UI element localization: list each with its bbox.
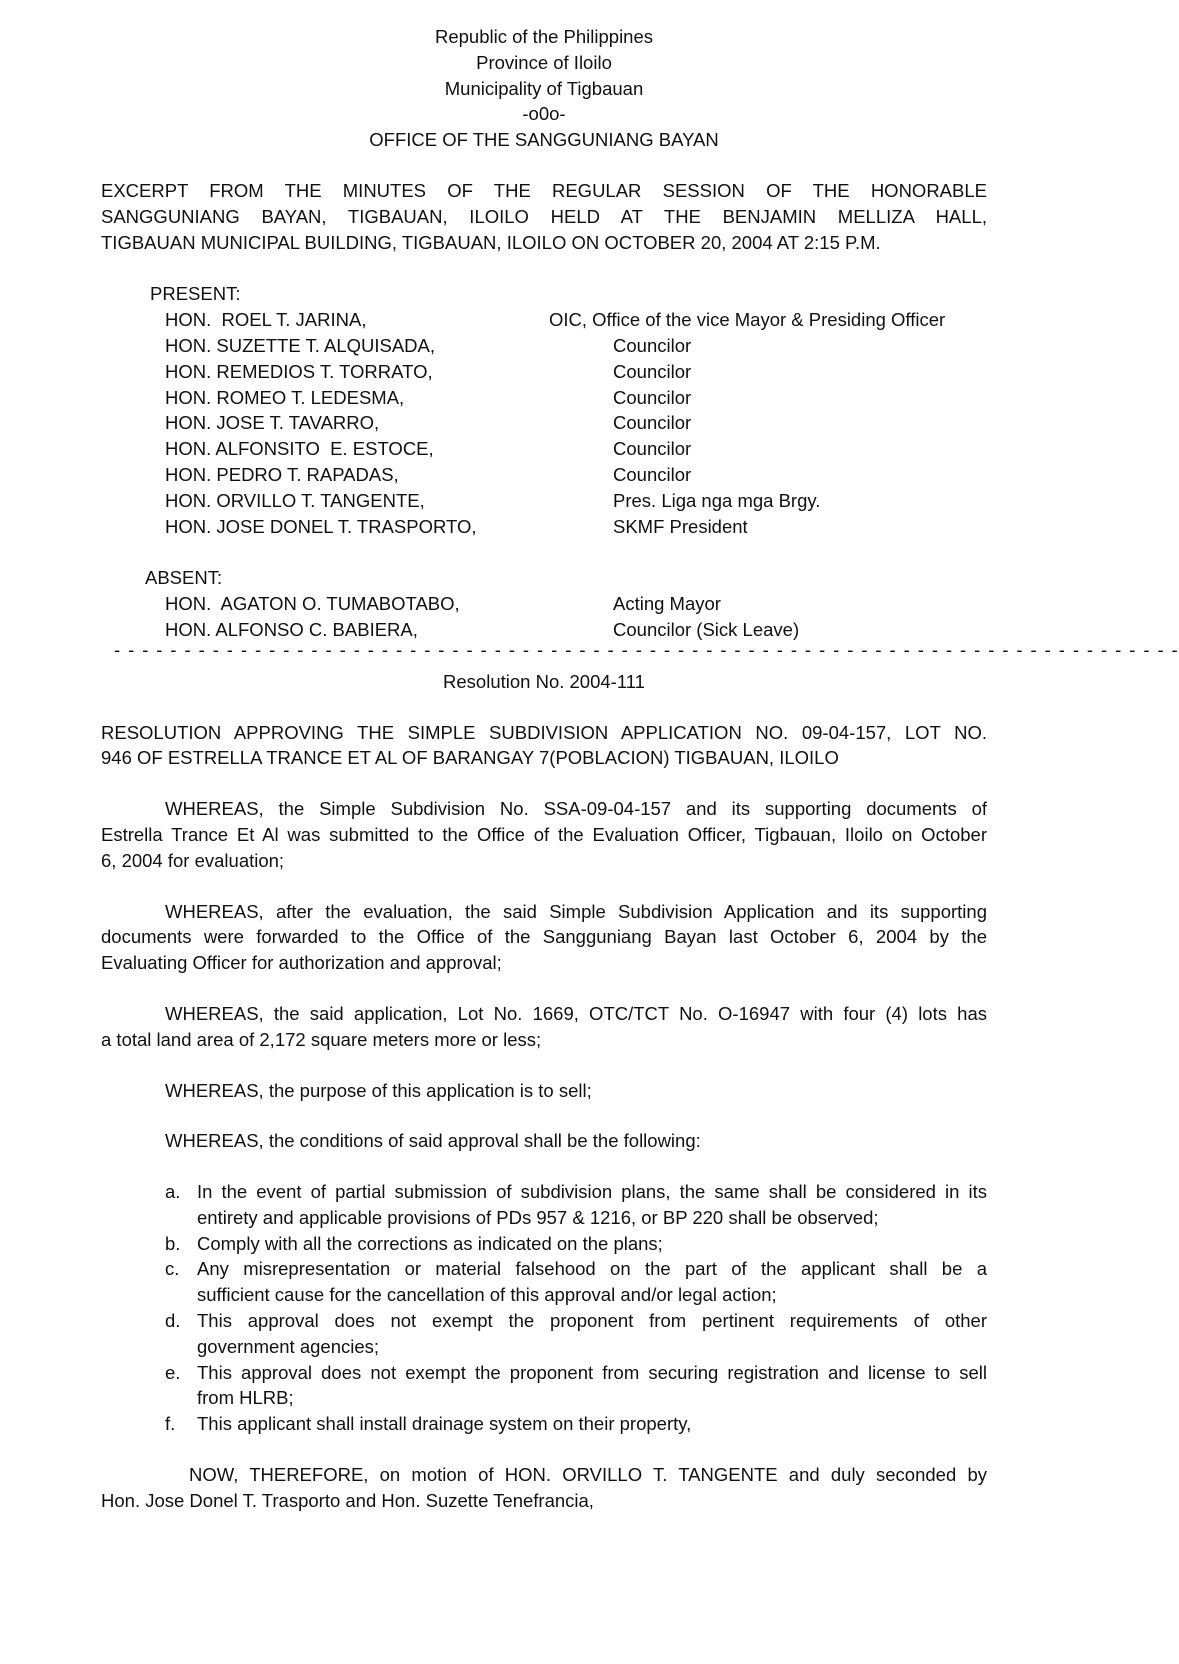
whereas-paragraph: WHEREAS, the conditions of said approval shall be the following:	[165, 1130, 701, 1152]
attendee-row	[101, 385, 987, 411]
whereas-paragraph	[101, 899, 987, 976]
attendee-row	[101, 333, 987, 359]
attendee-name: HON. ROMEO T. LEDESMA,	[165, 386, 405, 408]
paragraph-line: Estrella Trance Et Al was submitted to the Office of the Evaluation Officer, Tigbauan, Iloilo on October	[101, 823, 987, 845]
excerpt-heading	[101, 178, 987, 255]
attendee-name: HON. ALFONSITO E. ESTOCE,	[165, 438, 434, 460]
condition-line: This approval does not exempt the proponent from securing registration and license to sell	[197, 1361, 987, 1383]
condition-item	[165, 1308, 987, 1360]
resolution-title-line: RESOLUTION APPROVING THE SIMPLE SUBDIVISION APPLICATION NO. 09-04-157, LOT NO.	[101, 721, 987, 743]
condition-letter: b.	[165, 1232, 181, 1254]
attendee-role: Pres. Liga nga mga Brgy.	[613, 489, 821, 511]
attendee-row	[101, 488, 987, 514]
condition-line: Comply with all the corrections as indicated on the plans;	[197, 1232, 663, 1254]
condition-letter: d.	[165, 1310, 181, 1332]
condition-text	[197, 1360, 987, 1412]
condition-line: Any misrepresentation or material falsehood on the part of the applicant shall be a	[197, 1258, 987, 1280]
paragraph-line: Hon. Jose Donel T. Trasporto and Hon. Suzette Tenefrancia,	[101, 1489, 594, 1511]
resolution-title	[101, 720, 987, 772]
now-therefore-paragraph	[101, 1462, 987, 1514]
header-separator: -o0o-	[522, 103, 566, 125]
paragraph-line: Evaluating Officer for authorization and approval;	[101, 952, 502, 974]
header-republic: Republic of the Philippines	[434, 26, 654, 47]
paragraph-line: documents were forwarded to the Office of the Sangguniang Bayan last October 6, 2004 by the	[101, 926, 987, 948]
condition-line: sufficient cause for the cancellation of this approval and/or legal action;	[197, 1284, 777, 1306]
attendee-name: HON. JOSE T. TAVARRO,	[165, 412, 380, 434]
section-divider: - - - - - - - - - - - - - - - - - - - - - - - - - - - - - - - - - - - - - - - - - - - - - - - - - - - - - - - - - - - - - - - - - - - - - - - - - - - -	[114, 638, 1179, 660]
condition-line: This applicant shall install drainage system on their property,	[197, 1413, 692, 1435]
attendee-name: HON. JOSE DONEL T. TRASPORTO,	[165, 515, 477, 537]
attendee-row	[101, 359, 987, 385]
attendee-role: Councilor	[613, 360, 692, 382]
condition-text	[197, 1179, 987, 1231]
attendee-role: Acting Mayor	[613, 593, 721, 615]
condition-item	[165, 1179, 987, 1231]
header-municipality: Municipality of Tigbauan	[444, 77, 644, 99]
attendee-row	[101, 307, 987, 333]
header-office: OFFICE OF THE SANGGUNIANG BAYAN	[369, 129, 719, 151]
attendee-role: Councilor	[613, 438, 692, 460]
condition-text	[197, 1231, 987, 1257]
attendee-name: HON. ALFONSO C. BABIERA,	[165, 618, 418, 640]
condition-text	[197, 1256, 987, 1308]
paragraph-line: WHEREAS, after the evaluation, the said Simple Subdivision Application and its supporting	[165, 900, 987, 922]
attendee-row	[101, 436, 987, 462]
condition-letter: a.	[165, 1181, 181, 1203]
attendee-name: HON. PEDRO T. RAPADAS,	[165, 463, 399, 485]
attendee-name: HON. ORVILLO T. TANGENTE,	[165, 489, 425, 511]
attendee-role: Councilor	[613, 463, 692, 485]
resolution-title-line: 946 OF ESTRELLA TRANCE ET AL OF BARANGAY 7(POBLACION) TIGBAUAN, ILOILO	[101, 747, 839, 769]
condition-line: from HLRB;	[197, 1387, 294, 1409]
resolution-number: Resolution No. 2004-111	[443, 670, 645, 692]
document-header	[101, 24, 987, 153]
attendee-row	[101, 462, 987, 488]
attendee-role: Councilor	[613, 412, 692, 434]
attendee-name: HON. ROEL T. JARINA,	[165, 309, 367, 331]
paragraph-line: WHEREAS, the said application, Lot No. 1669, OTC/TCT No. O-16947 with four (4) lots has	[165, 1002, 987, 1024]
condition-item	[165, 1231, 987, 1257]
attendee-row	[101, 410, 987, 436]
attendee-name: HON. SUZETTE T. ALQUISADA,	[165, 334, 436, 356]
excerpt-line: EXCERPT FROM THE MINUTES OF THE REGULAR SESSION OF THE HONORABLE	[101, 179, 987, 201]
present-label: PRESENT:	[150, 283, 241, 305]
condition-item	[165, 1411, 987, 1437]
excerpt-line: SANGGUNIANG BAYAN, TIGBAUAN, ILOILO HELD AT THE BENJAMIN MELLIZA HALL,	[101, 205, 987, 227]
attendee-role: Councilor	[613, 386, 692, 408]
whereas-paragraph	[101, 796, 987, 873]
paragraph-line: NOW, THEREFORE, on motion of HON. ORVILLO T. TANGENTE and duly seconded by	[189, 1464, 987, 1486]
condition-letter: f.	[165, 1413, 176, 1435]
absent-label: ABSENT:	[145, 567, 223, 589]
condition-line: This approval does not exempt the proponent from pertinent requirements of other	[197, 1310, 987, 1332]
conditions-list	[101, 1179, 987, 1437]
attendee-row	[101, 514, 987, 540]
paragraph-line: WHEREAS, the Simple Subdivision No. SSA-09-04-157 and its supporting documents of	[165, 798, 987, 820]
condition-line: In the event of partial submission of subdivision plans, the same shall be considered in its	[197, 1181, 987, 1203]
attendee-role: Councilor (Sick Leave)	[613, 618, 800, 640]
paragraph-line: a total land area of 2,172 square meters more or less;	[101, 1028, 542, 1050]
attendee-role: OIC, Office of the vice Mayor & Presiding Officer	[549, 309, 946, 331]
attendee-name: HON. AGATON O. TUMABOTABO,	[165, 593, 460, 615]
whereas-paragraph	[101, 1001, 987, 1053]
condition-letter: c.	[165, 1258, 180, 1280]
condition-line: government agencies;	[197, 1335, 380, 1357]
condition-line: entirety and applicable provisions of PDs 957 & 1216, or BP 220 shall be observed;	[197, 1206, 879, 1228]
whereas-paragraph: WHEREAS, the purpose of this application is to sell;	[165, 1079, 592, 1101]
header-province: Province of Iloilo	[476, 51, 612, 73]
attendee-role: SKMF President	[613, 515, 748, 537]
attendee-name: HON. REMEDIOS T. TORRATO,	[165, 360, 433, 382]
attendee-role: Councilor	[613, 334, 692, 356]
present-list	[101, 307, 987, 539]
condition-letter: e.	[165, 1361, 181, 1383]
condition-text	[197, 1411, 987, 1437]
excerpt-line: TIGBAUAN MUNICIPAL BUILDING, TIGBAUAN, ILOILO ON OCTOBER 20, 2004 AT 2:15 P.M.	[101, 231, 881, 253]
condition-item	[165, 1360, 987, 1412]
condition-text	[197, 1308, 987, 1360]
absent-list	[101, 591, 987, 643]
paragraph-line: 6, 2004 for evaluation;	[101, 849, 285, 871]
condition-item	[165, 1256, 987, 1308]
attendee-row	[101, 591, 987, 617]
